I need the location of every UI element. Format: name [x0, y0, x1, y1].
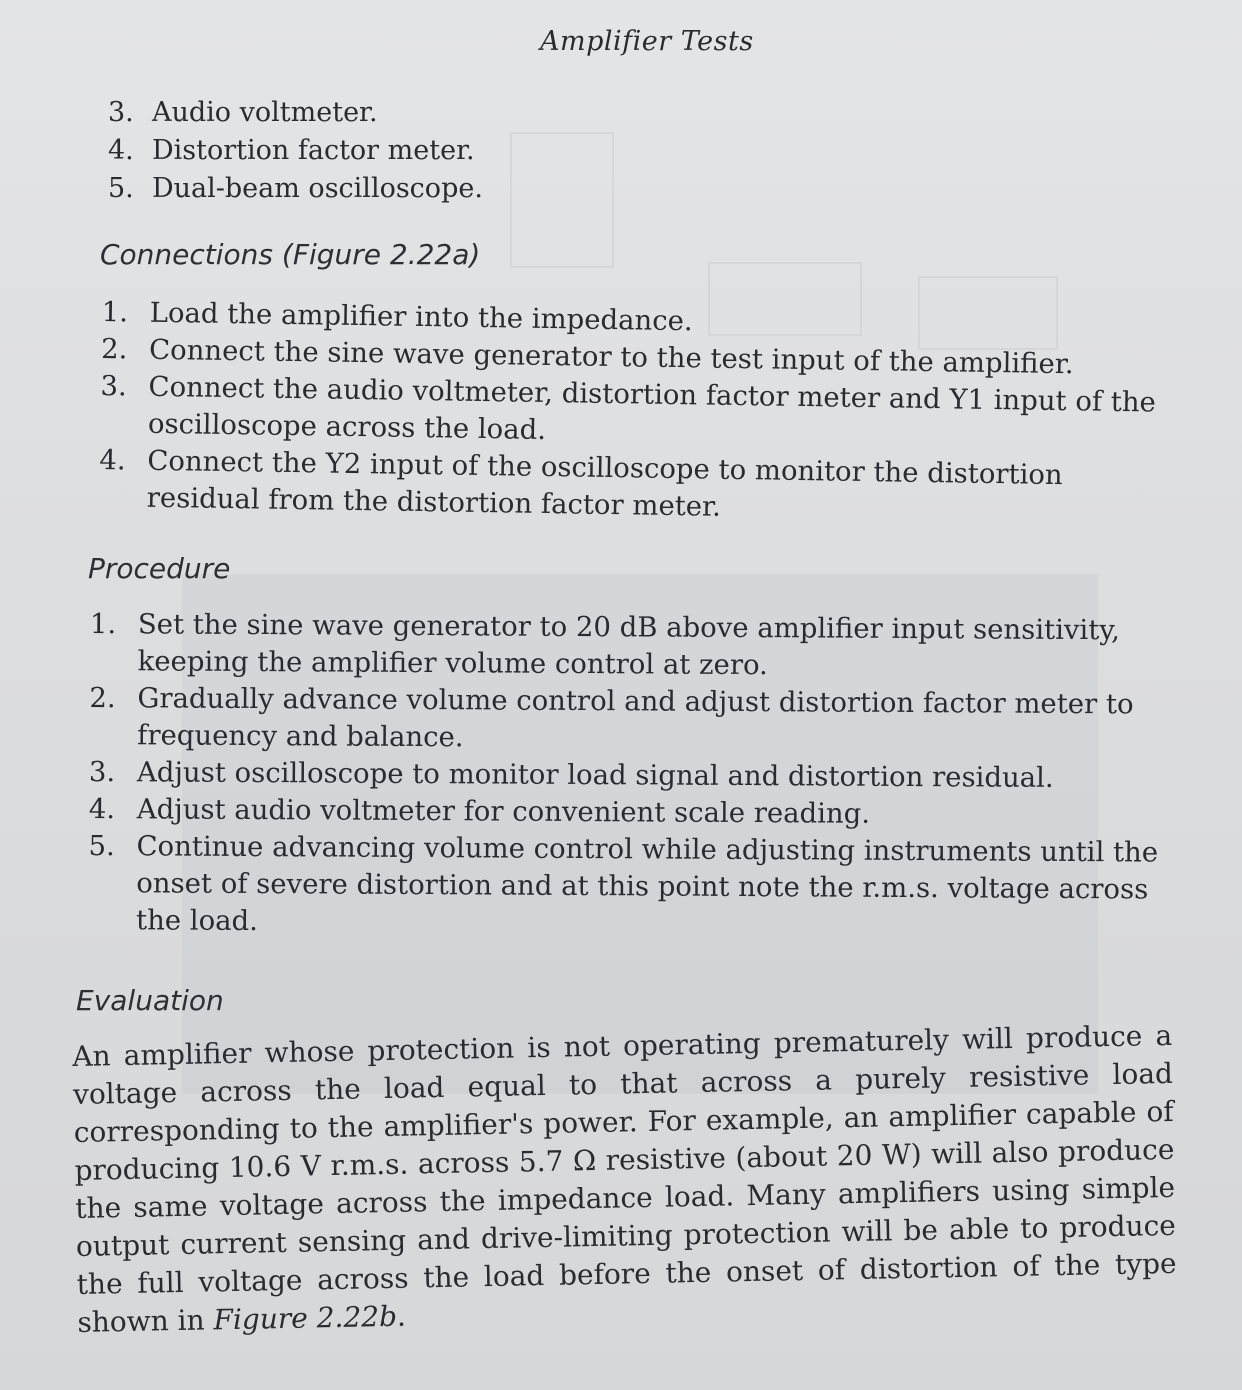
- item-text: Dual-beam oscilloscope.: [152, 173, 483, 204]
- item-text: Set the sine wave generator to 20 dB above amplifier input sensitivity, keeping the amplifier volume control at zero.: [137, 608, 1121, 682]
- running-head: Amplifier Tests: [540, 26, 754, 57]
- connections-list: [99, 294, 1166, 533]
- show-through-box: [510, 132, 614, 268]
- list-item: [90, 606, 1174, 687]
- item-number: 1.: [101, 295, 129, 329]
- item-text: Connect the sine wave generator to the test input of the amplifier.: [148, 333, 1074, 381]
- item-number: 1.: [89, 607, 117, 641]
- item-text: Connect the Y2 input of the oscilloscope to monitor the distortion residual from the distortion factor meter.: [146, 444, 1063, 523]
- equipment-item: [108, 132, 483, 170]
- list-item: [99, 442, 1164, 533]
- item-number: 4.: [99, 443, 126, 477]
- item-number: 2.: [89, 681, 116, 715]
- evaluation-paragraph: [72, 1017, 1178, 1342]
- connections-heading: Connections (Figure 2.22a): [100, 238, 481, 271]
- evaluation-heading: Evaluation: [76, 984, 224, 1017]
- item-text: Distortion factor meter.: [152, 135, 475, 166]
- list-item: [88, 828, 1173, 946]
- equipment-item: [108, 94, 483, 132]
- item-text: Connect the audio voltmeter, distortion factor meter and Y1 input of the oscilloscope across the load.: [147, 370, 1157, 446]
- item-number: 4.: [108, 135, 134, 166]
- item-number: 3.: [100, 369, 128, 403]
- paragraph-text: An amplifier whose protection is not operating prematurely will produce a voltage across the load equal to that across a purely resistive load corresponding to the amplifier's power. For example, an amplifier capable of producing 10.6 V r.m.s. across 5.7 Ω resistive (about 20 W) will also produce the same voltage across the impedance load. Many amplifiers using simple output current sensing and drive-limiting protection will be able to produce the full voltage across the load before the onset of distortion of the type shown in: [72, 1018, 1177, 1339]
- equipment-item: [108, 170, 483, 208]
- item-number: 4.: [88, 792, 116, 826]
- procedure-list: [88, 606, 1174, 946]
- item-text: Gradually advance volume control and adjust distortion factor meter to frequency and balance.: [137, 682, 1134, 754]
- item-number: 5.: [88, 829, 115, 863]
- item-number: 3.: [88, 755, 116, 789]
- item-text: Load the amplifier into the impedance.: [149, 296, 693, 338]
- item-text: Adjust audio voltmeter for convenient scale reading.: [136, 793, 871, 830]
- item-text: Audio voltmeter.: [152, 97, 378, 128]
- figure-reference: Figure 2.22b: [213, 1299, 398, 1337]
- procedure-heading: Procedure: [88, 552, 231, 585]
- item-number: 2.: [100, 332, 128, 366]
- paragraph-end: .: [396, 1299, 407, 1333]
- equipment-list: [108, 94, 483, 208]
- item-number: 3.: [108, 97, 134, 128]
- item-text: Adjust oscilloscope to monitor load signal and distortion residual.: [136, 756, 1054, 794]
- item-text: Continue advancing volume control while adjusting instruments until the onset of severe distortion and at this point note the r.m.s. voltage across the load.: [135, 830, 1159, 938]
- item-number: 5.: [108, 173, 134, 204]
- list-item: [89, 680, 1173, 761]
